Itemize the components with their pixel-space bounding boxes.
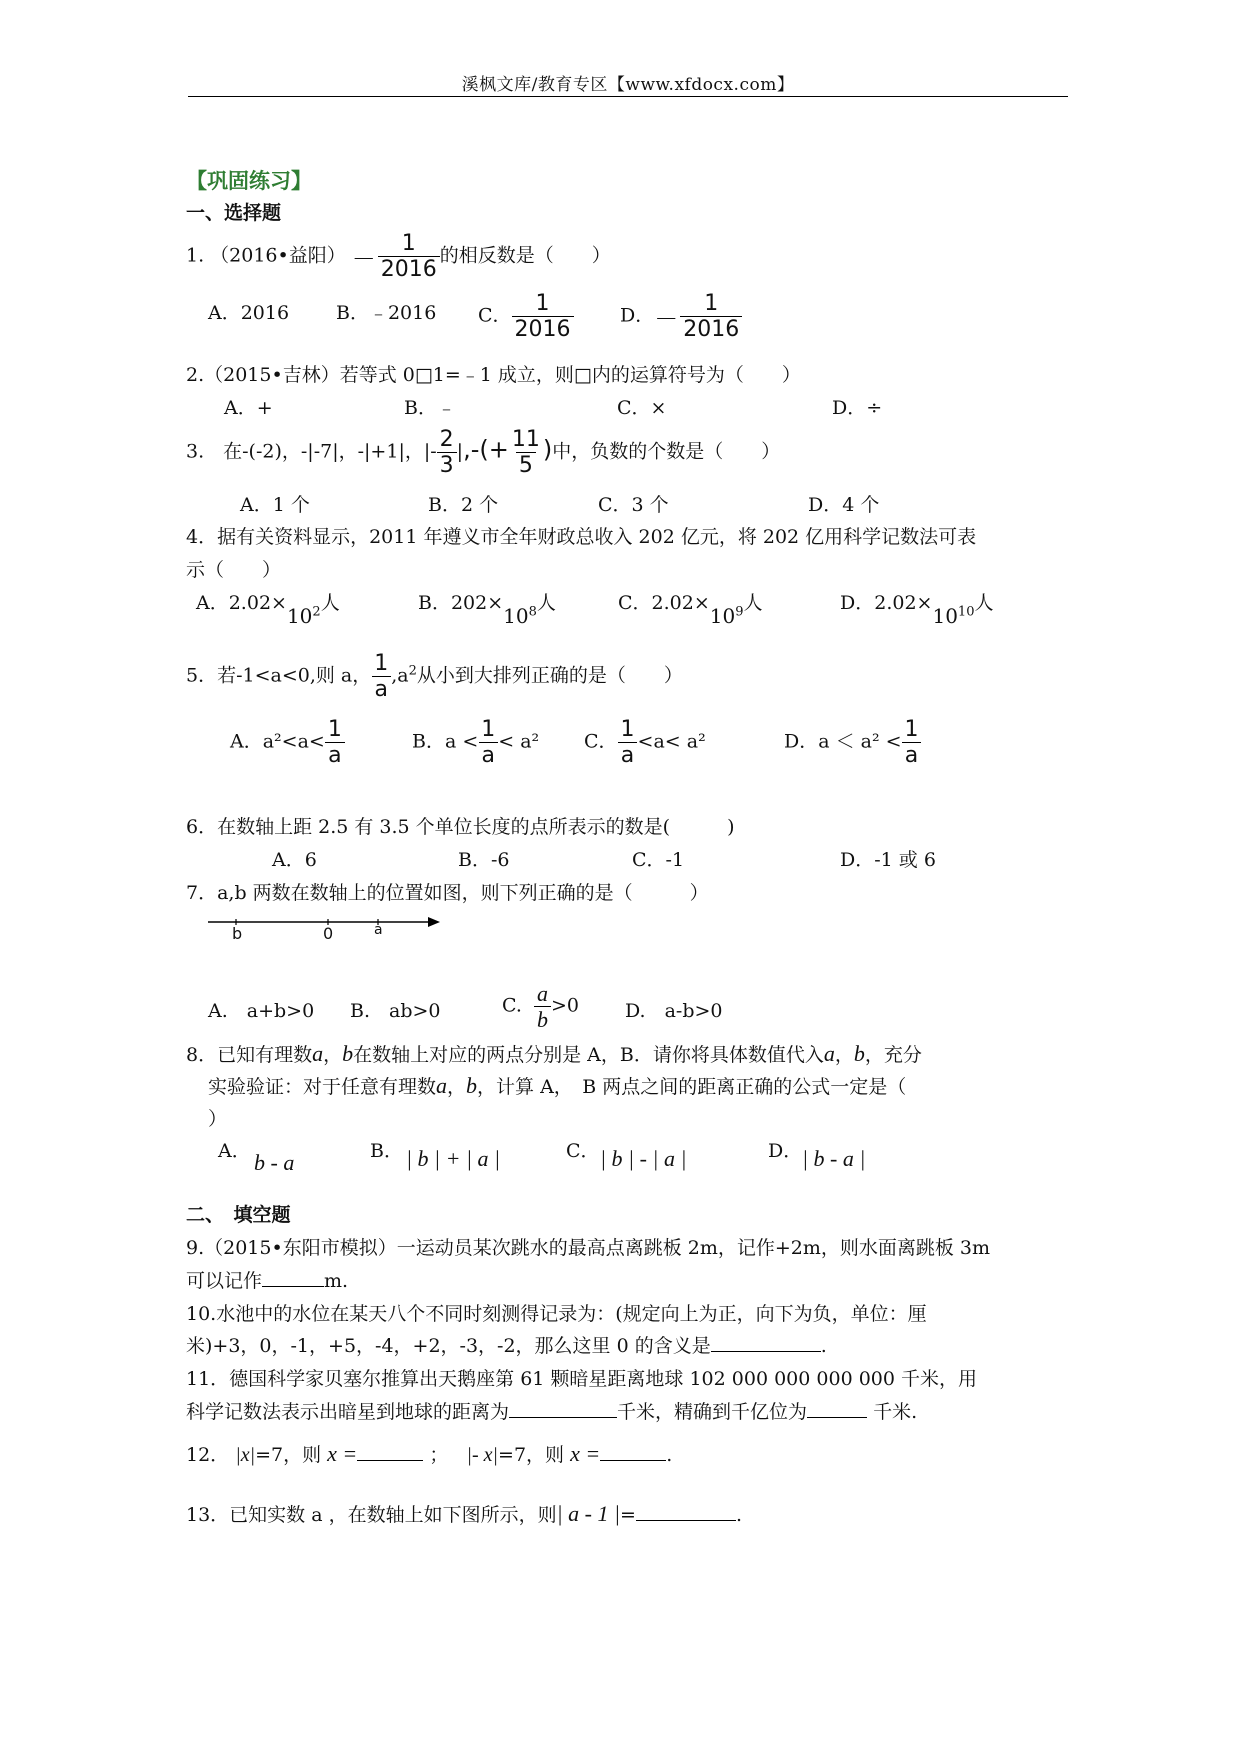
question-6: 6．在数轴上距 2.5 有 3.5 个单位长度的点所表示的数是( ) — [186, 816, 735, 838]
q8-option-a-label: A． — [218, 1140, 251, 1162]
q11-answer-blank-1[interactable] — [509, 1399, 617, 1418]
section-fill-heading: 二、 填空题 — [186, 1204, 291, 1226]
q5-option-a: A．a²<a< $\frac{1}{a}$ — [230, 718, 345, 767]
q8-option-a-expr: b - a — [254, 1150, 295, 1175]
axis-label-a: a — [374, 922, 383, 938]
q4-option-c: C．$2.02\times 10^9$人 — [618, 592, 763, 628]
q6-option-b: B．-6 — [458, 849, 510, 871]
question-8-line2: 实验验证：对于任意有理数a，b，计算 A， B 两点之间的距离正确的公式一定是（ — [208, 1073, 907, 1098]
number-line-arrow — [428, 917, 440, 927]
q8-option-c-label: C． — [566, 1140, 600, 1162]
q12-answer-blank-1[interactable] — [357, 1442, 423, 1461]
q2-option-c: C．× — [617, 397, 667, 419]
q1-option-c: C． $\frac{1}{2016}$ — [478, 292, 574, 341]
question-11-line2: 科学记数法表示出暗星到地球的距离为 千米，精确到千亿位为 千米. — [186, 1401, 918, 1423]
q8-option-d-expr: | b - a | — [802, 1146, 866, 1171]
q6-option-a: A．6 — [272, 849, 317, 871]
q6-option-d: D．-1 或 6 — [840, 849, 936, 871]
q12-answer-blank-2[interactable] — [600, 1442, 666, 1461]
question-1: 1. （2016•益阳） － $\frac{1}{2016}$ 的相反数是（ ） — [186, 231, 611, 283]
q3-option-c: C．3 个 — [598, 494, 669, 516]
question-10-line2: 米)+3，0，-1，+5，-4，+2，-3，-2，那么这里 0 的含义是 . — [186, 1335, 827, 1357]
page-header: 溪枫文库/教育专区【www.xfdocx.com】 — [461, 75, 795, 95]
question-10-line1: 10.水池中的水位在某天八个不同时刻测得记录为：(规定向上为正，向下为负，单位：厘 — [186, 1303, 927, 1325]
q13-answer-blank[interactable] — [636, 1502, 736, 1521]
q10-answer-blank[interactable] — [711, 1333, 821, 1352]
q4-option-a: A．$2.02\times 10^2$人 — [196, 592, 340, 628]
q1-option-a: A．2016 — [208, 302, 290, 324]
q9-answer-blank[interactable] — [262, 1268, 324, 1287]
axis-label-b: b — [232, 924, 243, 943]
question-9-line1: 9.（2015•东阳市模拟）一运动员某次跳水的最高点离跳板 2m，记作+2m，则水面离跳板 3m — [186, 1237, 991, 1259]
q8-option-b-label: B． — [370, 1140, 403, 1162]
q8-option-c-expr: | b | - | a | — [600, 1146, 687, 1171]
q8-option-b-expr: | b | + | a | — [406, 1146, 501, 1171]
axis-label-0: 0 — [323, 924, 334, 943]
q7-option-b: B. ab>0 — [350, 1000, 441, 1022]
q4-option-b: B．$202\times 10^8$人 — [418, 592, 556, 628]
question-3: 3. 在-(-2)，-|-7|，-|+1|，|- $\frac{2}{3}$ |,-(+ $\frac{11}{5}$ )中，负数的个数是（ ） — [186, 427, 781, 479]
q11-answer-blank-2[interactable] — [807, 1399, 867, 1418]
question-2: 2.（2015•吉林）若等式 0□1=﹣1 成立，则□内的运算符号为（ ） — [186, 364, 801, 386]
q7-option-d: D. a-b>0 — [625, 1000, 723, 1022]
question-11-line1: 11．德国科学家贝塞尔推算出天鹅座第 61 颗暗星距离地球 102 000 000 000 000 千米，用 — [186, 1368, 977, 1390]
q3-option-b: B．2 个 — [428, 494, 499, 516]
q7-option-a: A. a+b>0 — [208, 1000, 315, 1022]
q2-option-a: A．+ — [224, 397, 273, 419]
q5-option-b: B．a < $\frac{1}{a}$ < a² — [412, 717, 540, 769]
q6-option-c: C．-1 — [632, 849, 685, 871]
q2-option-d: D．÷ — [832, 397, 883, 419]
question-7: 7．a,b 两数在数轴上的位置如图，则下列正确的是（ ） — [186, 882, 709, 904]
q1-option-b: B．﹣2016 — [336, 302, 437, 324]
q4-option-d: D．$2.02\times 10^{10}$人 — [840, 592, 994, 628]
exercise-title: 【巩固练习】 — [186, 169, 312, 193]
q5-option-c: C． $\frac{1}{a}$ <a< a² — [584, 717, 706, 769]
question-4-line2: 示（ ） — [186, 559, 282, 581]
q3-option-a: A．1 个 — [240, 494, 310, 516]
q2-option-b: B．﹣ — [404, 397, 456, 419]
question-8-line3: ） — [208, 1108, 228, 1130]
question-9-line2: 可以记作 m. — [186, 1270, 349, 1292]
fraction-1-over-2016: $\frac{1}{2016}$ — [378, 232, 440, 281]
question-5: 5．若-1<a<0,则 a， $\frac{1}{a}$ $,a^2$从小到大排列正确的是（ ） — [186, 651, 683, 703]
question-8-line1: 8．已知有理数a，b在数轴上对应的两点分别是 A，B．请你将具体数值代入a，b，充分 — [186, 1041, 922, 1066]
question-4-line1: 4．据有关资料显示，2011 年遵义市全年财政总收入 202 亿元，将 202 亿用科学记数法可表 — [186, 526, 977, 548]
q7-option-c: C. $\frac{a}{b}$ >0 — [502, 981, 580, 1033]
question-13: 13．已知实数 a ，在数轴上如下图所示，则| a - 1 |= . — [186, 1501, 742, 1526]
question-12: 12． |x|=7，则 x = ； |- x|=7，则 x = . — [186, 1441, 673, 1466]
q8-option-d-label: D． — [768, 1140, 803, 1162]
q3-option-d: D．4 个 — [808, 494, 880, 516]
section-choice-heading: 一、选择题 — [186, 202, 282, 224]
q5-option-d: D．a ＜ a² < $\frac{1}{a}$ — [784, 718, 922, 767]
header-rule — [188, 96, 1068, 97]
q1-option-d: D．－ $\frac{1}{2016}$ — [620, 292, 742, 341]
